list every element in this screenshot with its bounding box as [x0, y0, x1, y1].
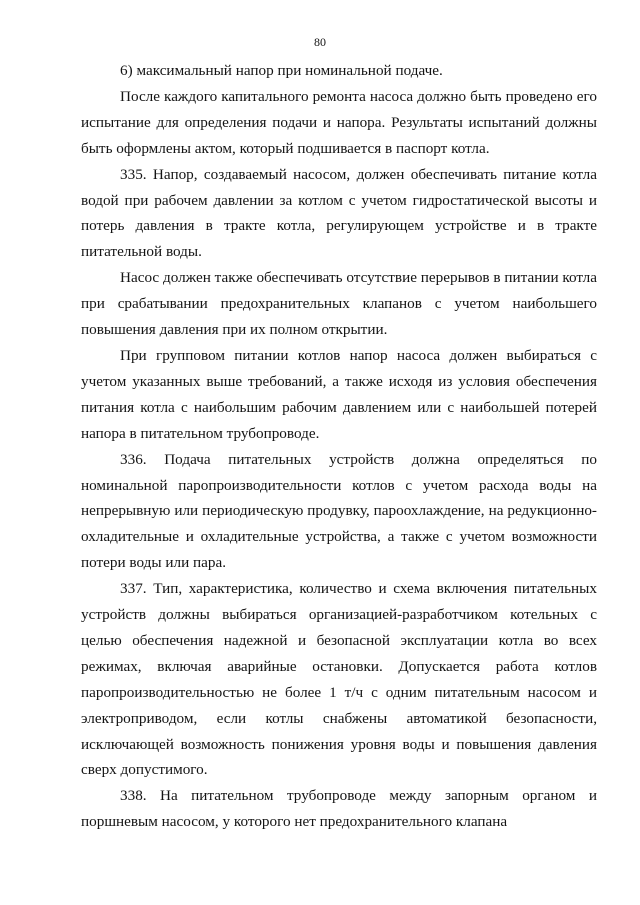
paragraph-335-pump-head: 335. Напор, создаваемый насосом, должен обеспечивать питание котла водой при рабочем давлении за котлом с учетом гидростатической высоты и потерь давления в тракте котла, регулирующем устройстве и в тракте питательной воды. — [81, 165, 597, 261]
paragraph-group-feeding: При групповом питании котлов напор насоса должен выбираться с учетом указанных выше требований, а также исходя из условия обеспечения питания котла с наибольшим рабочим давлением или с наибольшей потерей напора в питательном трубопроводе. — [81, 346, 597, 442]
paragraph-337-feed-devices: 337. Тип, характеристика, количество и схема включения питательных устройств должны выбираться организацией-разработчиком котельных с целью обеспечения надежной и безопасной эксплуатации котла во всех режимах, включая аварийные остановки. Допускается работа котлов паропроизводительностью не более 1 т/ч с одним питательным насосом и электроприводом, если котлы снабжены автоматикой безопасности, исключающей возможность понижения уровня воды и повышения давления сверх допустимого. — [81, 580, 597, 779]
document-body — [81, 58, 597, 835]
paragraph-safety-valves: Насос должен также обеспечивать отсутствие перерывов в питании котла при срабатывании предохранительных клапанов с учетом наибольшего повышения давления при их полном открытии. — [81, 269, 597, 339]
paragraph-pump-testing: После каждого капитального ремонта насоса должно быть проведено его испытание для определения подачи и напора. Результаты испытаний должны быть оформлены актом, который подшивается в паспорт котла. — [81, 87, 597, 157]
paragraph-338-feed-pipeline: 338. На питательном трубопроводе между запорным органом и поршневым насосом, у которого нет предохранительного клапана — [81, 787, 597, 831]
paragraph-336-feed-capacity: 336. Подача питательных устройств должна определяться по номинальной паропроизводительности котлов с учетом расхода воды на непрерывную или периодическую продувку, пароохлаждение, на редукционно-охладительные и охладительные устройства, а также с учетом возможности потери воды или пара. — [81, 450, 597, 572]
paragraph-item-6-max-head: 6) максимальный напор при номинальной подаче. — [120, 62, 443, 79]
page-number: 80 — [314, 35, 326, 49]
